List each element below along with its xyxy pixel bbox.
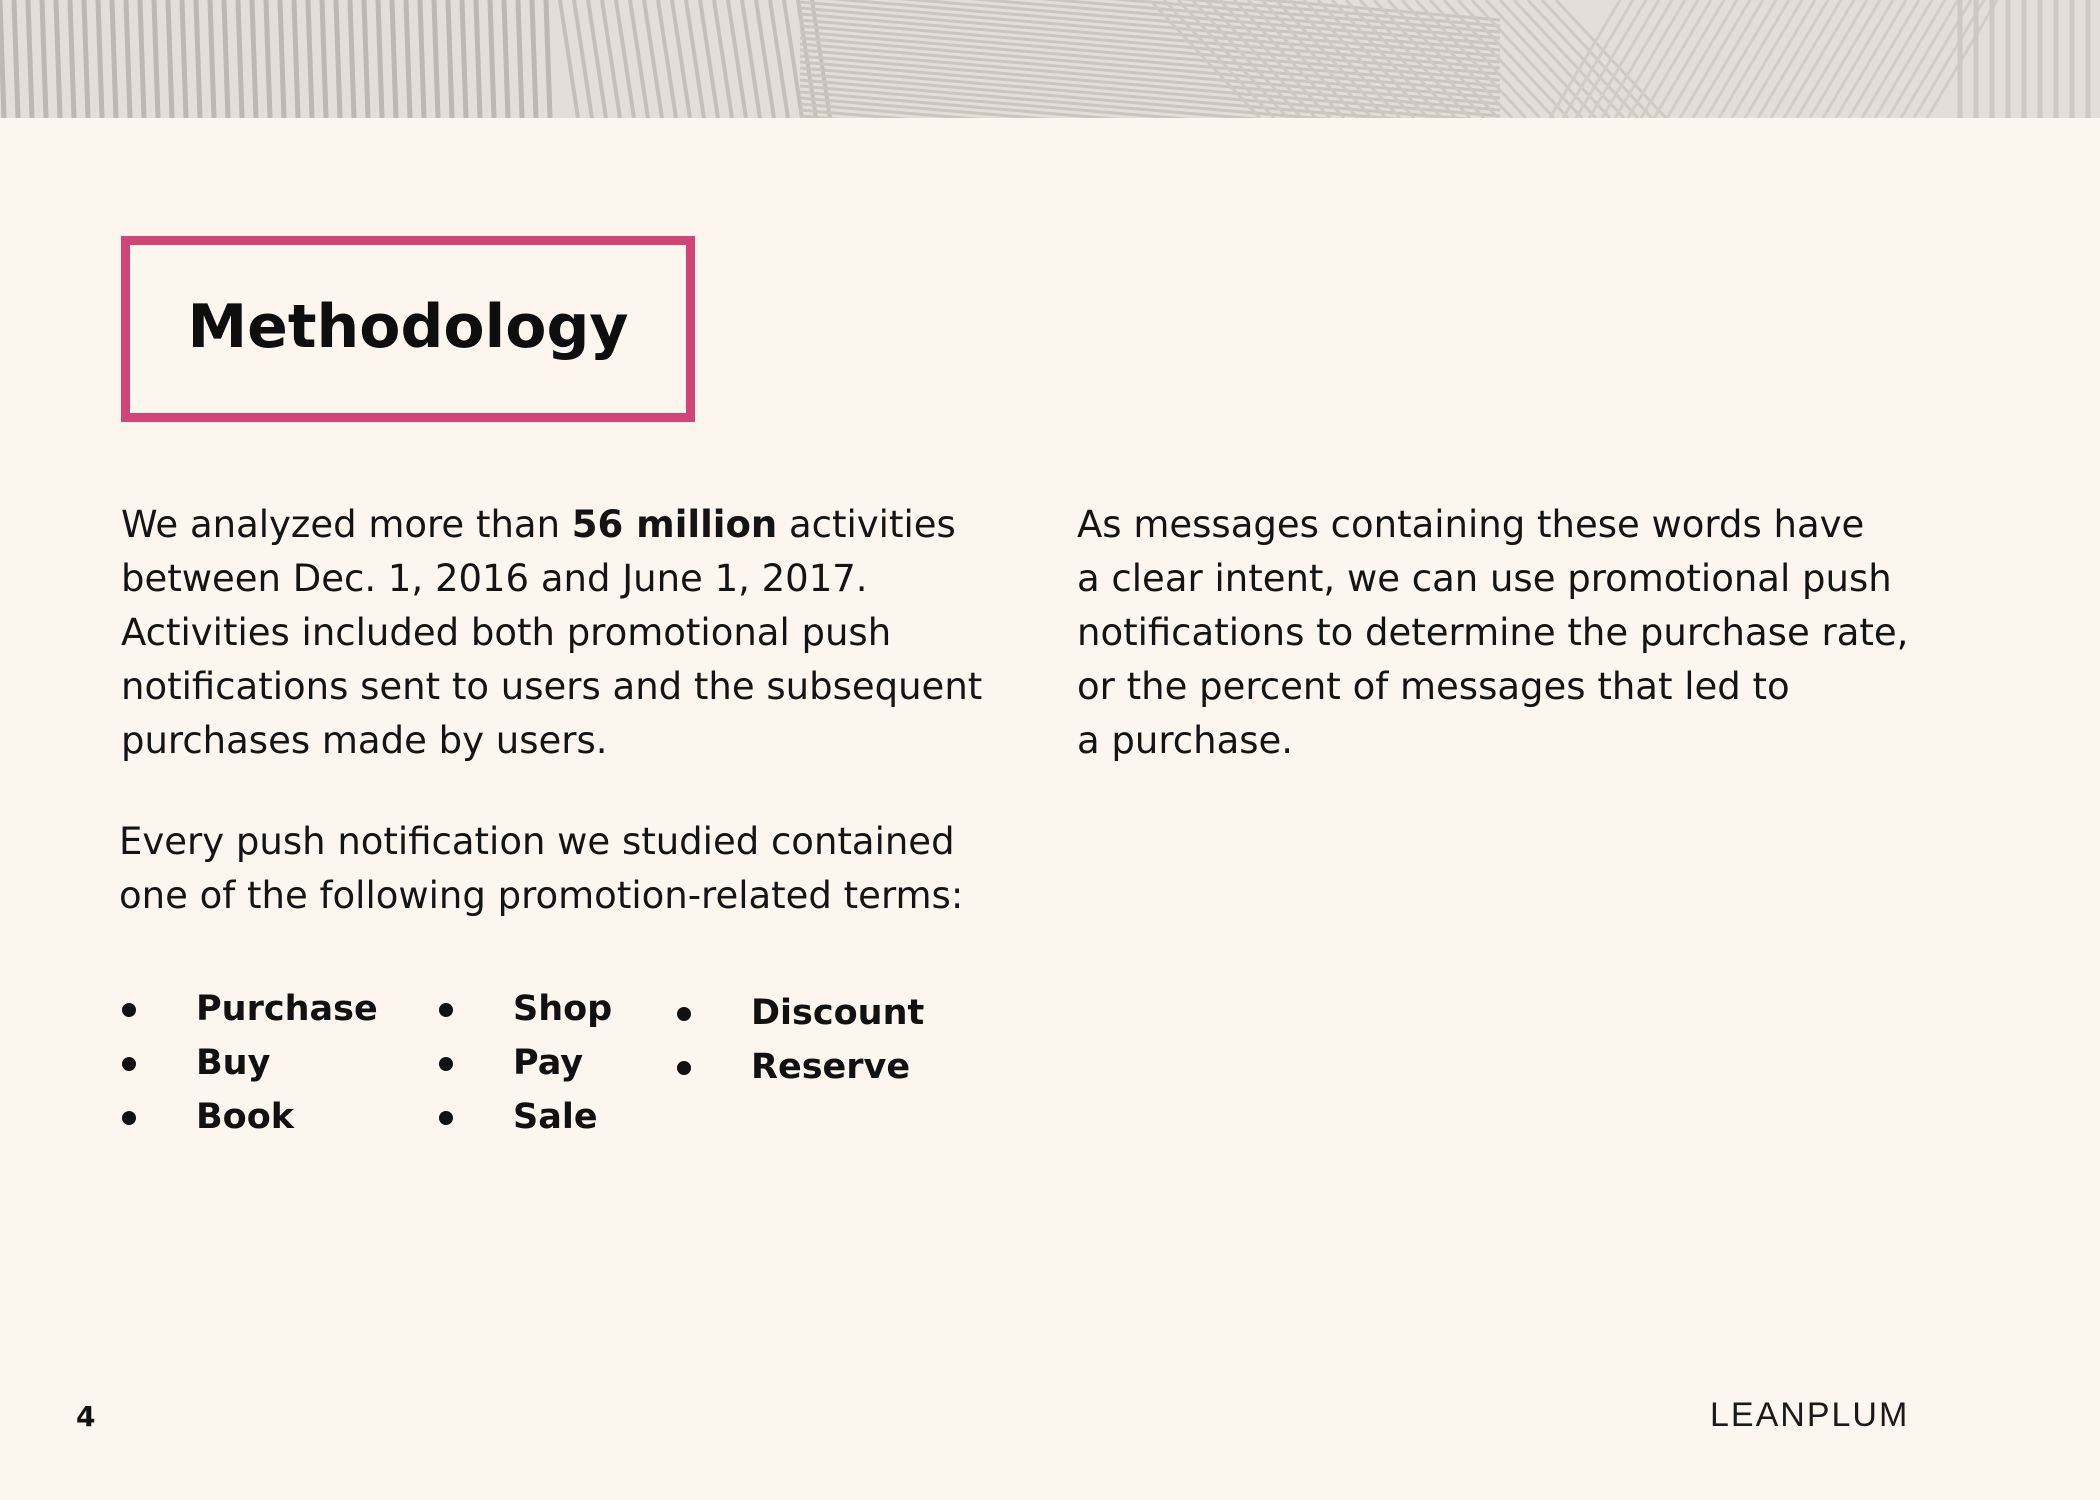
paragraph-line: a purchase.: [1077, 719, 1294, 762]
paragraph-line: notifications to determine the purchase rate,: [1077, 611, 1909, 654]
bullet-icon: [677, 1061, 691, 1075]
bullet-icon: [677, 1007, 691, 1021]
paragraph-text: activities: [777, 503, 956, 546]
term-label: Discount: [751, 993, 925, 1033]
bullet-icon: [439, 1057, 453, 1071]
bullet-icon: [439, 1003, 453, 1017]
paragraph-line: As messages containing these words have: [1077, 503, 1865, 546]
bullet-icon: [122, 1111, 136, 1125]
methodology-paragraph-intro: [121, 498, 1021, 768]
paragraph-text: We analyzed more than: [121, 503, 572, 546]
page-title: Methodology: [187, 292, 629, 362]
methodology-paragraph-terms-intro: [119, 815, 1019, 923]
bullet-icon: [122, 1003, 136, 1017]
term-label: Book: [196, 1097, 295, 1137]
paragraph-line: [121, 498, 1021, 552]
header-pattern-banner: [0, 0, 2100, 118]
page-number: 4: [76, 1400, 96, 1433]
highlight-figure: 56 million: [571, 503, 778, 546]
methodology-paragraph-purchase-rate: [1077, 498, 1957, 768]
term-label: Sale: [513, 1097, 598, 1137]
paragraph-line: notifications sent to users and the subsequent: [121, 665, 983, 708]
paragraph-line: Every push notification we studied contained: [119, 820, 955, 863]
bullet-icon: [439, 1111, 453, 1125]
bullet-icon: [122, 1057, 136, 1071]
title-box: [121, 236, 695, 422]
term-label: Purchase: [196, 989, 378, 1029]
paragraph-line: or the percent of messages that led to: [1077, 665, 1790, 708]
decorative-leaf-pattern: [0, 0, 2100, 118]
brand-logo: LEANPLUM: [1710, 1396, 1910, 1434]
paragraph-line: Activities included both promotional push: [121, 611, 892, 654]
paragraph-line: between Dec. 1, 2016 and June 1, 2017.: [121, 557, 868, 600]
paragraph-line: purchases made by users.: [121, 719, 608, 762]
term-label: Buy: [196, 1043, 271, 1083]
paragraph-line: one of the following promotion-related terms:: [119, 874, 964, 917]
term-label: Shop: [513, 989, 613, 1029]
term-label: Reserve: [751, 1047, 911, 1087]
paragraph-line: a clear intent, we can use promotional push: [1077, 557, 1892, 600]
term-label: Pay: [513, 1043, 584, 1083]
